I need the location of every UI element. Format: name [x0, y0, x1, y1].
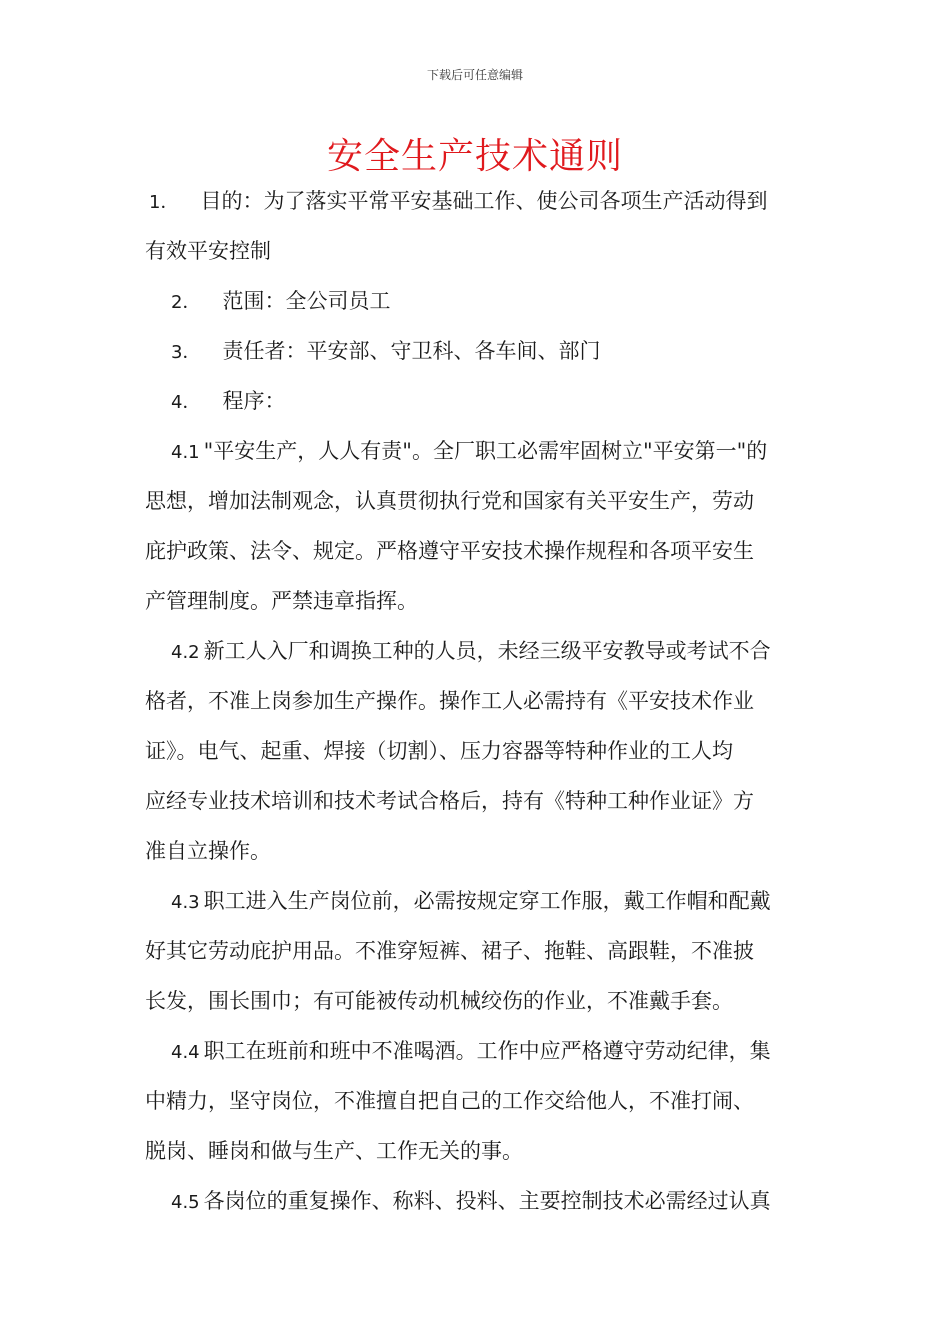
document-body	[145, 176, 805, 1226]
header-note: 下载后可任意编辑	[426, 68, 523, 82]
section-text-line: 格者，不准上岗参加生产操作。操作工人必需持有《平安技术作业	[145, 689, 754, 713]
section-number: 4.3	[171, 892, 200, 913]
section-text-line: 准自立操作。	[145, 839, 271, 863]
section-text-line: 脱岗、睡岗和做与生产、工作无关的事。	[145, 1139, 523, 1163]
section-text-line: 思想，增加法制观念，认真贯彻执行党和国家有关平安生产，劳动	[145, 489, 754, 513]
item-number: 1．	[149, 192, 179, 213]
section-number: 4.5	[171, 1192, 200, 1213]
item-text-line: 目的：为了落实平常平安基础工作、使公司各项生产活动得到	[200, 189, 768, 213]
section-4-3	[145, 876, 805, 1026]
section-text-line: 应经专业技术培训和技术考试合格后，持有《特种工种作业证》方	[145, 789, 754, 813]
document-title: 安全生产技术通则	[326, 136, 623, 177]
section-text-line: 职工进入生产岗位前，必需按规定穿工作服，戴工作帽和配戴	[203, 889, 771, 913]
item-procedure	[145, 376, 805, 426]
item-text-line: 范围：全公司员工	[222, 289, 391, 313]
item-purpose	[145, 176, 805, 276]
section-4-2	[145, 626, 805, 876]
section-4-5	[145, 1176, 805, 1226]
section-number: 4.2	[171, 642, 200, 663]
section-text-line: 中精力，坚守岗位，不准擅自把自己的工作交给他人，不准打闹、	[145, 1089, 754, 1113]
item-text-line: 程序：	[222, 389, 286, 413]
section-4-1	[145, 426, 805, 626]
item-responsible	[145, 326, 805, 376]
item-number: 4．	[171, 392, 201, 413]
section-number: 4.1	[171, 442, 200, 463]
section-text-line: 新工人入厂和调换工种的人员，未经三级平安教导或考试不合	[203, 639, 771, 663]
section-text-line: 产管理制度。严禁违章指挥。	[145, 589, 418, 613]
item-text-line: 责任者：平安部、守卫科、各车间、部门	[222, 339, 601, 363]
item-number: 2．	[171, 292, 201, 313]
section-text-line: 长发，围长围巾；有可能被传动机械绞伤的作业，不准戴手套。	[145, 989, 733, 1013]
item-number: 3．	[171, 342, 201, 363]
item-text-line: 有效平安控制	[145, 239, 271, 263]
section-text-line: 庇护政策、法令、规定。严格遵守平安技术操作规程和各项平安生	[145, 539, 754, 563]
section-text-line: 证》。电气、起重、焊接（切割）、压力容器等特种作业的工人均	[145, 739, 733, 763]
section-text-line: 职工在班前和班中不准喝酒。工作中应严格遵守劳动纪律，集	[203, 1039, 771, 1063]
section-number: 4.4	[171, 1042, 200, 1063]
section-text-line: 各岗位的重复操作、称料、投料、主要控制技术必需经过认真	[203, 1189, 771, 1213]
section-4-4	[145, 1026, 805, 1176]
section-text-line: "平安生产，人人有责"。全厂职工必需牢固树立"平安第一"的	[203, 439, 768, 463]
section-text-line: 好其它劳动庇护用品。不准穿短裤、裙子、拖鞋、高跟鞋，不准披	[145, 939, 754, 963]
item-scope	[145, 276, 805, 326]
